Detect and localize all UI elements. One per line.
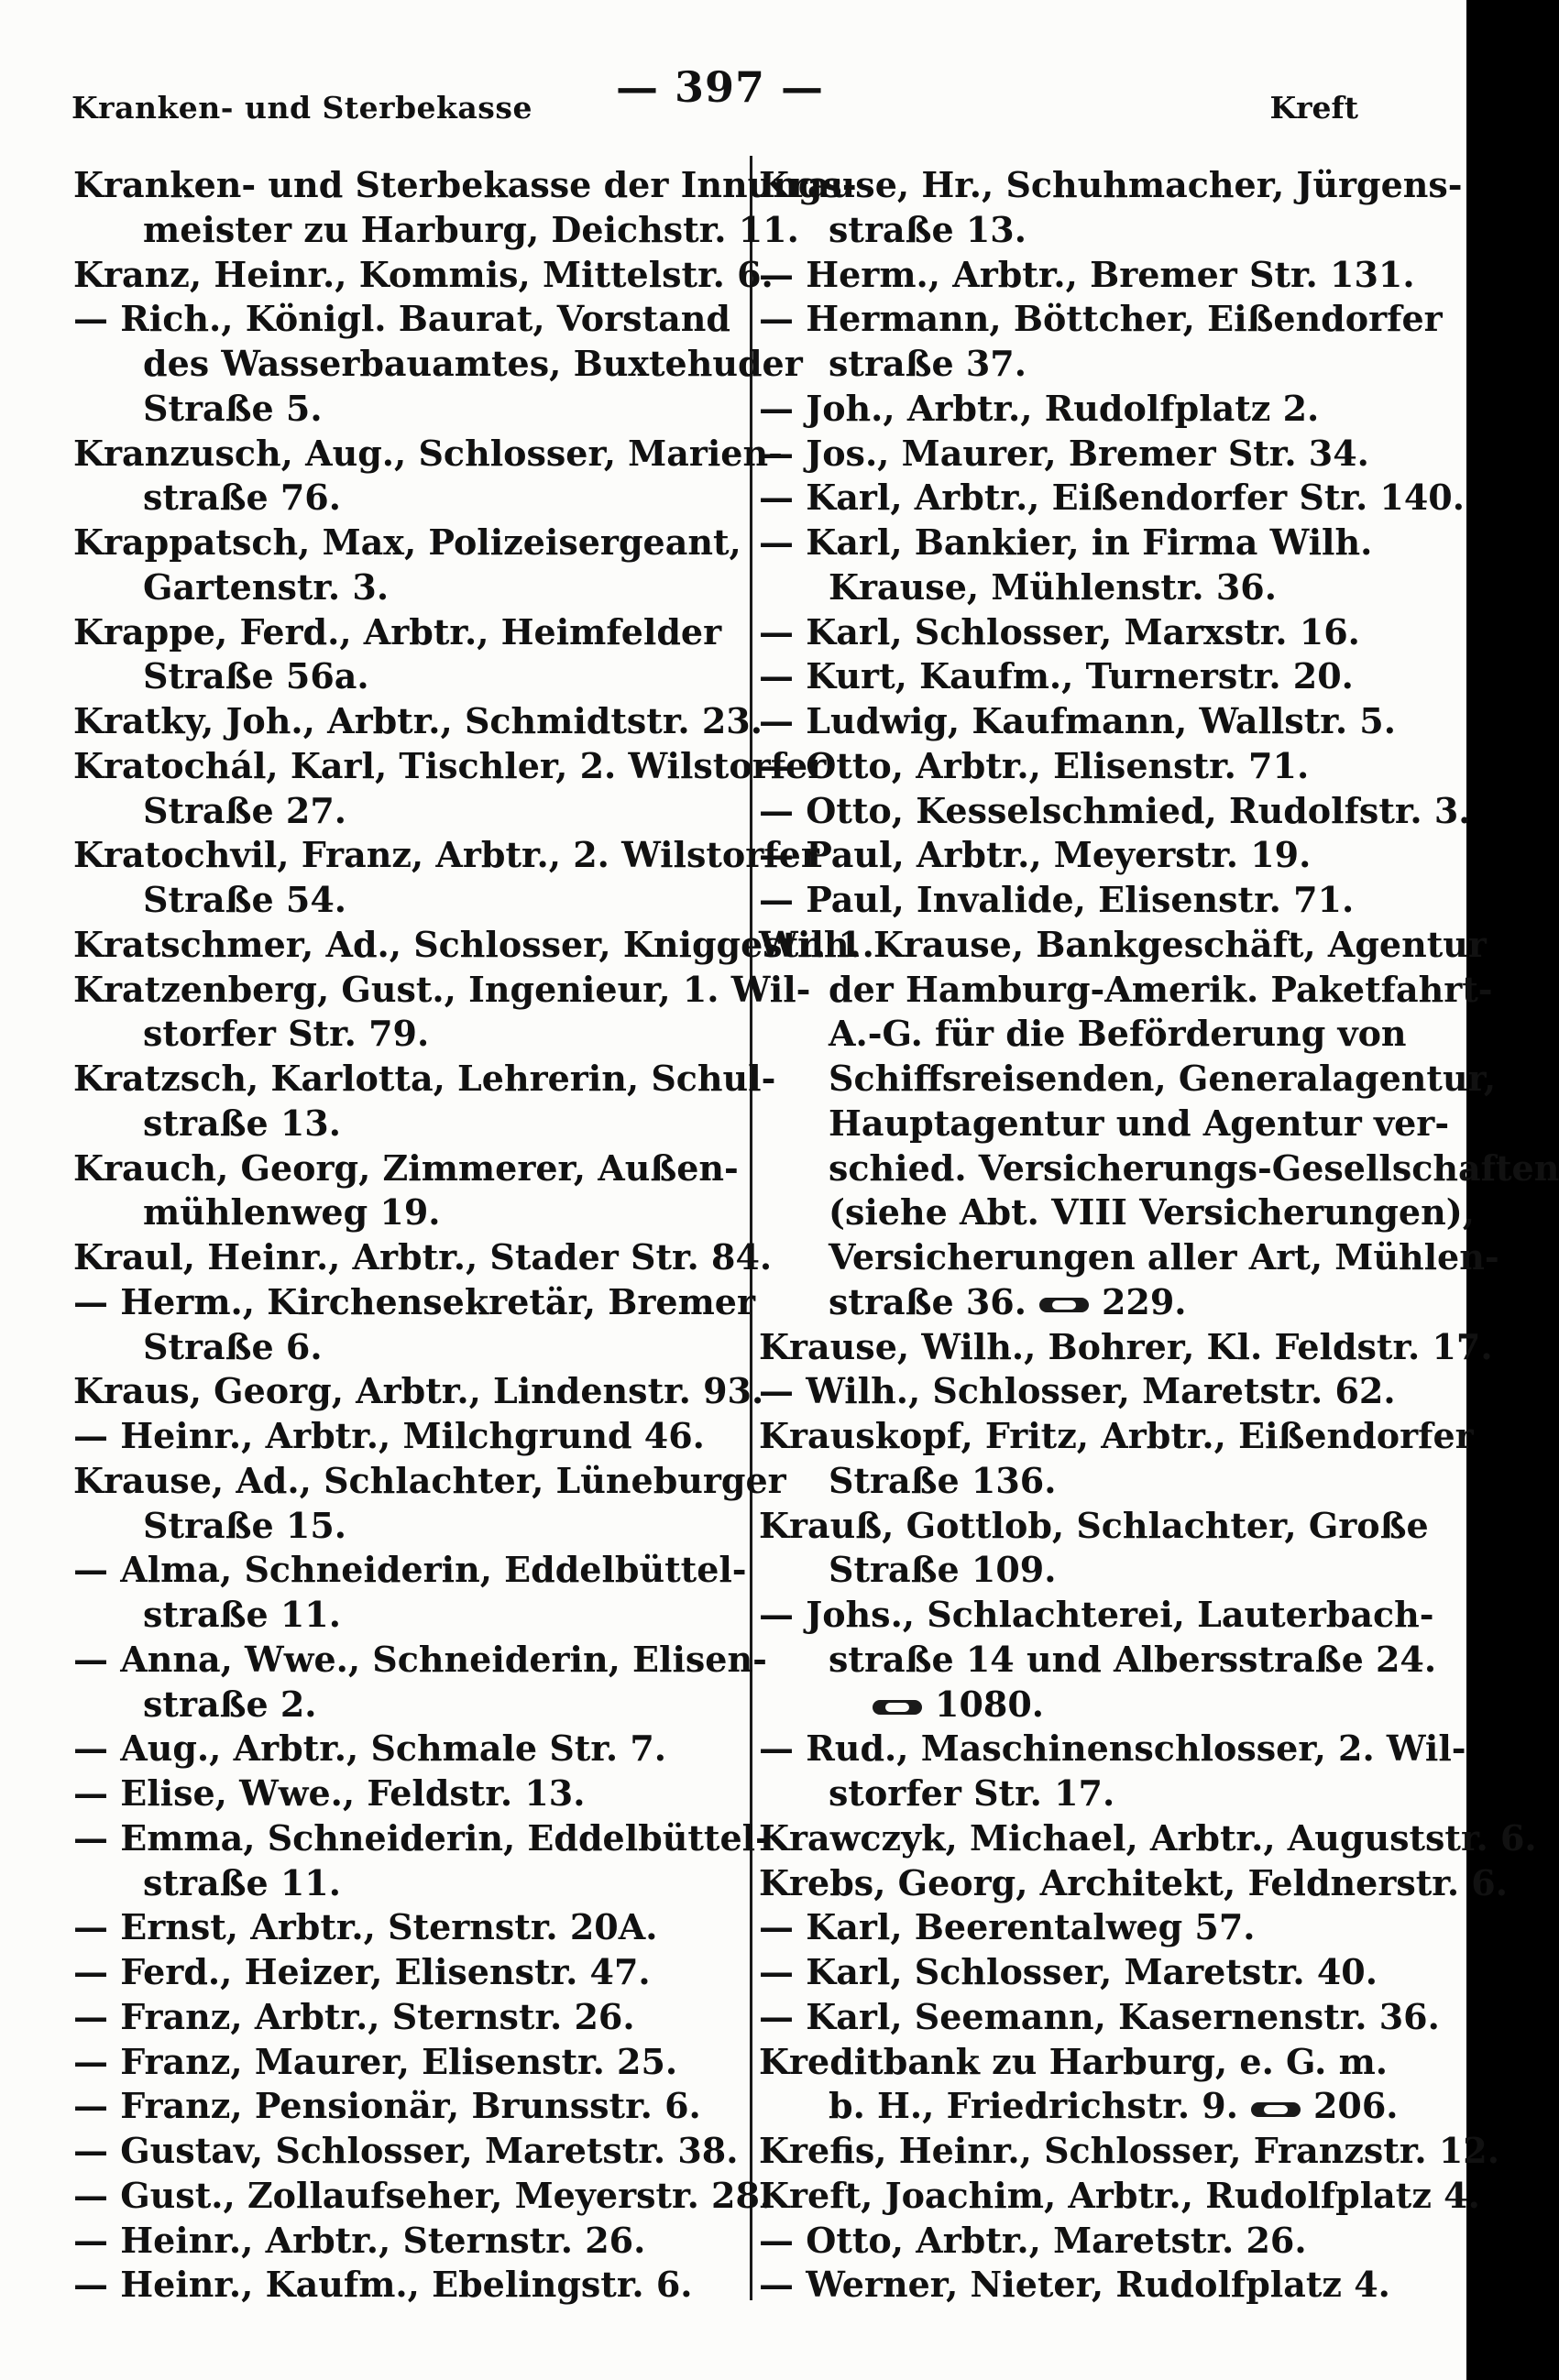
entry-line bbox=[73, 1683, 733, 1727]
entry-text: Krawczyk, Michael, Arbtr., Auguststr. 6. bbox=[759, 1816, 1537, 1859]
entry-line bbox=[73, 1369, 764, 1414]
telephone-number: 1080. bbox=[935, 1683, 1044, 1725]
entry-line bbox=[759, 1012, 1419, 1057]
entry-text: — Aug., Arbtr., Schmale Str. 7. bbox=[73, 1727, 666, 1770]
entry-text: — Elise, Wwe., Feldstr. 13. bbox=[73, 1772, 586, 1814]
entry-text: Hauptagentur und Agentur ver- bbox=[829, 1102, 1450, 1144]
entry-text: Kranzusch, Aug., Schlosser, Marien- bbox=[73, 432, 783, 474]
entry-text: straße 76. bbox=[143, 477, 341, 519]
page-header bbox=[0, 62, 1466, 126]
entry-line bbox=[759, 2084, 1419, 2129]
entry-line bbox=[759, 432, 1419, 477]
entry-text: — Karl, Schlosser, Maretstr. 40. bbox=[759, 1951, 1378, 1992]
entry-text: — Heinr., Arbtr., Sternstr. 26. bbox=[73, 2219, 646, 2261]
entry-line bbox=[73, 2084, 733, 2129]
entry-text: straße 37. bbox=[829, 343, 1027, 384]
entry-line bbox=[759, 1995, 1440, 2040]
entry-text: — Paul, Invalide, Elisenstr. 71. bbox=[759, 879, 1355, 920]
entry-text: straße 13. bbox=[143, 1102, 341, 1144]
entry-line bbox=[73, 610, 733, 655]
entry-text: — Franz, Pensionär, Brunsstr. 6. bbox=[73, 2085, 701, 2127]
entry-line bbox=[759, 476, 1465, 521]
entry-line bbox=[73, 1057, 776, 1102]
entry-line bbox=[759, 968, 1493, 1013]
telephone-number: 206. bbox=[1312, 2085, 1399, 2127]
entry-text: Krauskopf, Fritz, Arbtr., Eißendorfer bbox=[759, 1415, 1474, 1456]
entry-text: Straße 109. bbox=[829, 1549, 1057, 1591]
entry-line bbox=[73, 253, 774, 298]
entry-line bbox=[73, 1012, 733, 1057]
entry-line bbox=[759, 342, 1419, 387]
entry-line bbox=[759, 1905, 1419, 1950]
entry-text: — Otto, Arbtr., Elisenstr. 71. bbox=[759, 744, 1310, 786]
entry-text: Wilh. Krause, Bankgeschäft, Agentur bbox=[759, 923, 1487, 965]
entry-line bbox=[73, 1771, 733, 1816]
entry-line bbox=[73, 2263, 733, 2308]
entry-line bbox=[759, 1057, 1497, 1102]
entry-line bbox=[759, 1771, 1419, 1816]
entry-line bbox=[759, 789, 1471, 834]
entry-text: — Heinr., Arbtr., Milchgrund 46. bbox=[73, 1415, 705, 1456]
entry-text: — Alma, Schneiderin, Eddelbüttel- bbox=[73, 1549, 747, 1591]
entry-line bbox=[759, 1280, 1419, 1325]
entry-line bbox=[73, 923, 874, 968]
entry-text: Schiffsreisenden, Generalagentur, bbox=[829, 1058, 1497, 1099]
entry-line bbox=[73, 476, 733, 521]
entry-text: — Kurt, Kaufm., Turnerstr. 20. bbox=[759, 655, 1354, 697]
entry-line bbox=[73, 1459, 786, 1504]
entry-text: straße 36. bbox=[829, 1280, 1027, 1322]
entry-text: mühlenweg 19. bbox=[143, 1191, 441, 1234]
entry-text: — Joh., Arbtr., Rudolfplatz 2. bbox=[759, 387, 1320, 429]
entry-line bbox=[759, 521, 1419, 565]
entry-text: — Jos., Maurer, Bremer Str. 34. bbox=[759, 432, 1369, 474]
entry-text: b. H., Friedrichstr. 9. bbox=[829, 2085, 1238, 2127]
entry-line bbox=[73, 521, 741, 565]
entry-line bbox=[759, 2040, 1419, 2085]
entry-text: — Ludwig, Kaufmann, Wallstr. 5. bbox=[759, 700, 1396, 741]
entry-line bbox=[759, 699, 1419, 744]
entry-line bbox=[73, 1861, 733, 1906]
entry-text: Gartenstr. 3. bbox=[143, 565, 390, 608]
entry-text: storfer Str. 79. bbox=[143, 1013, 430, 1055]
entry-line bbox=[759, 2174, 1480, 2219]
entry-text: — Paul, Arbtr., Meyerstr. 19. bbox=[759, 834, 1312, 876]
entry-line bbox=[73, 744, 827, 789]
entry-text: Straße 54. bbox=[143, 879, 347, 920]
entry-line bbox=[759, 1816, 1537, 1861]
entry-line bbox=[759, 1190, 1475, 1235]
entry-line bbox=[73, 1638, 767, 1683]
entry-line bbox=[759, 833, 1419, 878]
entry-line bbox=[73, 1235, 773, 1280]
entry-text: — Heinr., Kaufm., Ebelingstr. 6. bbox=[73, 2264, 693, 2306]
entry-text: — Franz, Maurer, Elisenstr. 25. bbox=[73, 2040, 678, 2082]
entry-text: der Hamburg-Amerik. Paketfahrt- bbox=[829, 968, 1493, 1010]
entry-text: — Otto, Kesselschmied, Rudolfstr. 3. bbox=[759, 789, 1471, 831]
entry-line bbox=[73, 1548, 747, 1593]
entry-line bbox=[73, 789, 733, 834]
entry-line bbox=[73, 387, 733, 432]
entry-line bbox=[73, 654, 733, 699]
entry-line bbox=[759, 2219, 1419, 2264]
entry-line bbox=[759, 654, 1419, 699]
entry-text: Kraus, Georg, Arbtr., Lindenstr. 93. bbox=[73, 1370, 764, 1412]
entry-line bbox=[73, 1727, 733, 1771]
entry-text: — Anna, Wwe., Schneiderin, Elisen- bbox=[73, 1638, 767, 1680]
running-head-right: Kreft bbox=[1269, 90, 1358, 126]
entry-line bbox=[73, 878, 733, 923]
entry-line bbox=[759, 744, 1419, 789]
entry-text: Kratschmer, Ad., Schlosser, Kniggestr. 1. bbox=[73, 923, 874, 965]
entry-text: — Rich., Königl. Baurat, Vorstand bbox=[73, 298, 730, 340]
entry-line bbox=[759, 923, 1487, 968]
entry-line bbox=[759, 1504, 1429, 1549]
left-column bbox=[73, 163, 874, 2308]
entry-line bbox=[73, 699, 763, 744]
entry-text: Straße 5. bbox=[143, 387, 323, 429]
entry-text: — Rud., Maschinenschlosser, 2. Wil- bbox=[759, 1727, 1466, 1770]
telephone-number: 229. bbox=[1101, 1280, 1187, 1322]
entry-line bbox=[73, 1593, 733, 1638]
entry-line bbox=[759, 1325, 1493, 1370]
entry-line bbox=[73, 833, 819, 878]
entry-line bbox=[759, 1593, 1434, 1638]
entry-line bbox=[759, 2263, 1419, 2308]
entry-text: — Gustav, Schlosser, Maretstr. 38. bbox=[73, 2130, 739, 2171]
entry-line bbox=[759, 1102, 1450, 1146]
entry-text: straße 14 und Albersstraße 24. bbox=[829, 1638, 1437, 1680]
entry-line bbox=[73, 432, 783, 477]
entry-text: — Wilh., Schlosser, Maretstr. 62. bbox=[759, 1370, 1396, 1412]
entry-text: — Karl, Beerentalweg 57. bbox=[759, 1906, 1256, 1948]
entry-text: straße 11. bbox=[143, 1594, 341, 1635]
entry-text: Versicherungen aller Art, Mühlen- bbox=[829, 1236, 1499, 1278]
entry-line bbox=[73, 297, 733, 342]
entry-text: Krauch, Georg, Zimmerer, Außen- bbox=[73, 1146, 739, 1189]
entry-text: A.-G. für die Beförderung von bbox=[829, 1013, 1407, 1055]
entry-line bbox=[759, 1638, 1437, 1683]
entry-text: storfer Str. 17. bbox=[829, 1772, 1115, 1814]
entry-text: Krause, Ad., Schlachter, Lüneburger bbox=[73, 1459, 786, 1501]
entry-line bbox=[73, 1280, 755, 1325]
entry-line bbox=[73, 1102, 733, 1146]
entry-text: — Hermann, Böttcher, Eißendorfer bbox=[759, 298, 1443, 340]
entry-line bbox=[73, 2129, 739, 2174]
entry-line bbox=[759, 1459, 1419, 1504]
entry-text: — Emma, Schneiderin, Eddelbüttel- bbox=[73, 1816, 770, 1859]
entry-line bbox=[759, 2129, 1499, 2174]
entry-text: Straße 15. bbox=[143, 1504, 347, 1546]
entry-text: Kratzsch, Karlotta, Lehrerin, Schul- bbox=[73, 1058, 776, 1099]
entry-line bbox=[759, 1235, 1499, 1280]
entry-line bbox=[73, 1190, 733, 1235]
entry-line bbox=[759, 1146, 1559, 1191]
entry-line bbox=[759, 1950, 1419, 1995]
right-column bbox=[759, 163, 1559, 2308]
entry-line bbox=[73, 2219, 733, 2264]
entry-text: Kraul, Heinr., Arbtr., Stader Str. 84. bbox=[73, 1236, 773, 1278]
entry-line bbox=[759, 1683, 1419, 1727]
entry-line bbox=[73, 208, 799, 253]
entry-text: Kratochvil, Franz, Arbtr., 2. Wilstorfer bbox=[73, 834, 819, 876]
entry-line bbox=[73, 565, 733, 610]
entry-text: Kreft, Joachim, Arbtr., Rudolfplatz 4. bbox=[759, 2174, 1480, 2216]
entry-text: Straße 27. bbox=[143, 789, 347, 831]
entry-text: straße 13. bbox=[829, 208, 1027, 250]
entry-line bbox=[759, 565, 1419, 610]
entry-text: Straße 6. bbox=[143, 1325, 323, 1367]
entry-line bbox=[759, 297, 1443, 342]
page-number: — 397 — bbox=[616, 62, 825, 112]
entry-text: — Karl, Schlosser, Marxstr. 16. bbox=[759, 610, 1360, 653]
entry-text: Krauß, Gottlob, Schlachter, Große bbox=[759, 1504, 1429, 1546]
entry-text: — Johs., Schlachterei, Lauterbach- bbox=[759, 1594, 1434, 1635]
entry-text: Kreditbank zu Harburg, e. G. m. bbox=[759, 2040, 1389, 2082]
entry-text: — Otto, Arbtr., Maretstr. 26. bbox=[759, 2219, 1307, 2261]
entry-text: (siehe Abt. VIII Versicherungen), bbox=[829, 1191, 1475, 1234]
entry-text: Kratzenberg, Gust., Ingenieur, 1. Wil- bbox=[73, 968, 811, 1010]
entry-line bbox=[759, 163, 1463, 208]
entry-line bbox=[73, 1325, 733, 1370]
entry-text: — Gust., Zollaufseher, Meyerstr. 28. bbox=[73, 2174, 773, 2216]
entry-text: straße 11. bbox=[143, 1861, 341, 1903]
entry-line bbox=[73, 2174, 773, 2219]
entry-line bbox=[73, 968, 811, 1013]
telephone-icon bbox=[869, 1696, 926, 1718]
entry-text: Krause, Hr., Schuhmacher, Jürgens- bbox=[759, 164, 1463, 205]
entry-text: Straße 136. bbox=[829, 1459, 1057, 1501]
entry-text: Krappatsch, Max, Polizeisergeant, bbox=[73, 521, 741, 563]
entry-line bbox=[73, 1146, 739, 1191]
entry-line bbox=[759, 387, 1419, 432]
telephone-icon bbox=[1247, 2099, 1304, 2121]
entry-line bbox=[73, 1950, 733, 1995]
entry-text: meister zu Harburg, Deichstr. 11. bbox=[143, 208, 799, 250]
entry-text: Straße 56a. bbox=[143, 655, 369, 697]
entry-line bbox=[759, 208, 1419, 253]
entry-text: Kratky, Joh., Arbtr., Schmidtstr. 23. bbox=[73, 700, 763, 741]
entry-text: — Franz, Arbtr., Sternstr. 26. bbox=[73, 1995, 635, 2037]
entry-text: — Ferd., Heizer, Elisenstr. 47. bbox=[73, 1951, 651, 1992]
entry-line bbox=[73, 342, 803, 387]
entry-text: Krebs, Georg, Architekt, Feldnerstr. 6. bbox=[759, 1861, 1508, 1903]
entry-text: schied. Versicherungs-Gesellschaften bbox=[829, 1146, 1559, 1189]
telephone-icon bbox=[1036, 1294, 1092, 1316]
entry-line bbox=[73, 1816, 770, 1861]
entry-line bbox=[759, 1727, 1466, 1771]
entry-text: — Karl, Seemann, Kasernenstr. 36. bbox=[759, 1995, 1440, 2037]
entry-line bbox=[759, 1414, 1474, 1459]
entry-text: straße 2. bbox=[143, 1683, 317, 1725]
entry-text: des Wasserbauamtes, Buxtehuder bbox=[143, 343, 803, 384]
entry-line bbox=[759, 1369, 1419, 1414]
entry-line bbox=[73, 163, 857, 208]
entry-text: — Karl, Bankier, in Firma Wilh. bbox=[759, 521, 1373, 563]
entry-text: — Karl, Arbtr., Eißendorfer Str. 140. bbox=[759, 477, 1465, 519]
entry-text: Krause, Wilh., Bohrer, Kl. Feldstr. 17. bbox=[759, 1325, 1493, 1367]
entry-text: — Herm., Arbtr., Bremer Str. 131. bbox=[759, 253, 1415, 295]
entry-line bbox=[759, 1861, 1508, 1906]
entry-text: Kranz, Heinr., Kommis, Mittelstr. 6. bbox=[73, 253, 774, 295]
entry-text: Krappe, Ferd., Arbtr., Heimfelder bbox=[73, 610, 722, 653]
entry-line bbox=[73, 1995, 733, 2040]
entry-line bbox=[759, 253, 1419, 298]
entry-text: Krause, Mühlenstr. 36. bbox=[829, 565, 1277, 608]
entry-line bbox=[73, 1504, 733, 1549]
entry-line bbox=[759, 610, 1419, 655]
entry-text: — Werner, Nieter, Rudolfplatz 4. bbox=[759, 2264, 1390, 2306]
entry-line bbox=[73, 2040, 733, 2085]
column-divider bbox=[750, 156, 752, 2300]
entry-line bbox=[73, 1905, 733, 1950]
entry-text: Krefis, Heinr., Schlosser, Franzstr. 12. bbox=[759, 2130, 1499, 2171]
running-head-left: Kranken- und Sterbekasse bbox=[71, 90, 532, 126]
entry-line bbox=[73, 1414, 733, 1459]
entry-text: — Herm., Kirchensekretär, Bremer bbox=[73, 1280, 755, 1322]
entry-text: Kranken- und Sterbekasse der Innungs- bbox=[73, 164, 857, 205]
entry-line bbox=[759, 878, 1419, 923]
entry-line bbox=[759, 1548, 1419, 1593]
entry-text: — Ernst, Arbtr., Sternstr. 20A. bbox=[73, 1906, 658, 1948]
entry-text: Kratochál, Karl, Tischler, 2. Wilstorfer bbox=[73, 744, 827, 786]
